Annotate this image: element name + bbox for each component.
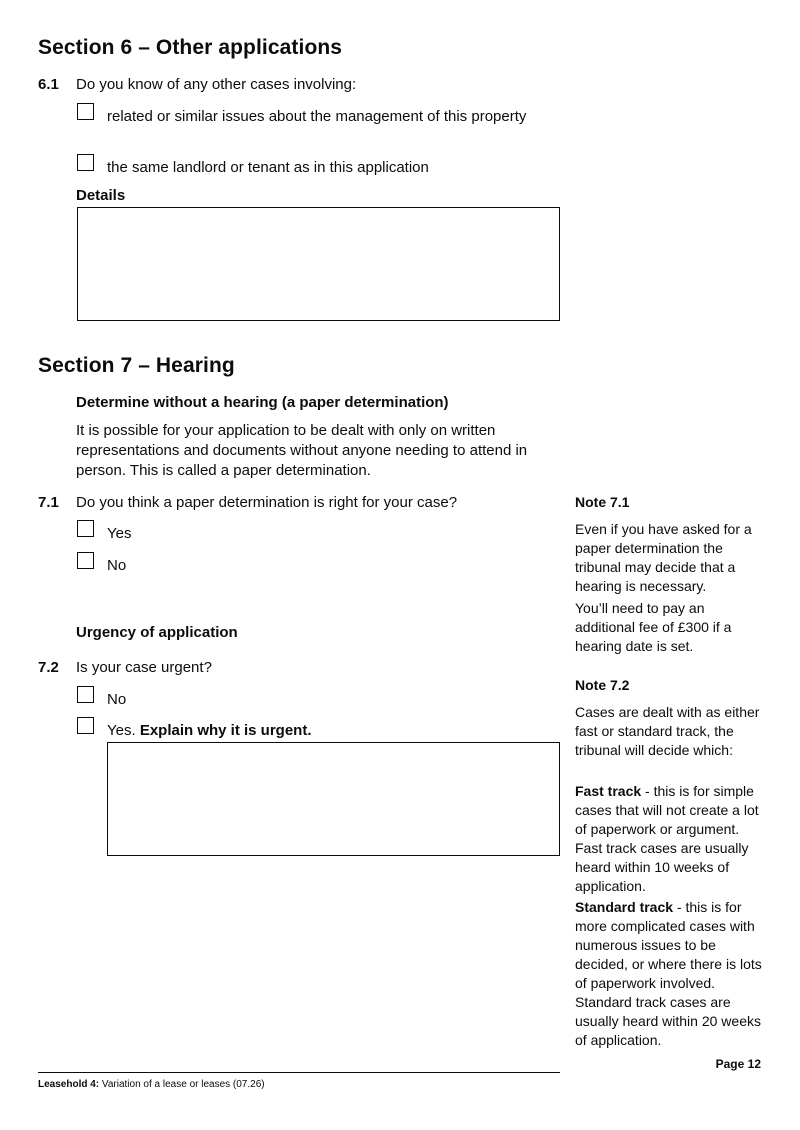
question-7-1-number: 7.1 [38,494,59,511]
paper-determination-text: It is possible for your application to be dealt with only on written representations and documents without anyone needing to attend in person. This is called a paper determination. [76,422,528,479]
note-7-1-text-2: You’ll need to pay an additional fee of £300 if a hearing date is set. [575,600,732,654]
checkbox-related-issues[interactable] [77,103,94,120]
note-7-2-title: Note 7.2 [575,677,630,693]
note-7-2-text-1: Cases are dealt with as either fast or standard track, the tribunal will decide which: [575,704,760,758]
checkbox-same-landlord[interactable] [77,154,94,171]
note-7-1-text-1: Even if you have asked for a paper determination the tribunal may decide that a hearing is necessary. [575,521,752,594]
fast-track-text: - this is for simple cases that will not create a lot of paperwork or argument. Fast track cases are usually heard within 10 weeks of application. [575,783,759,894]
footer-form-title [38,1079,265,1090]
details-field[interactable] [77,207,560,321]
footer-form-name: Leasehold 4: [38,1079,100,1090]
urgency-reason-field[interactable] [107,742,560,856]
checkbox-paper-no[interactable] [77,552,94,569]
checkbox-paper-yes-label: Yes [107,525,132,542]
checkbox-urgent-no[interactable] [77,686,94,703]
standard-track-label: Standard track [575,899,674,915]
details-label: Details [76,187,126,204]
page-number: Page 12 [715,1057,761,1071]
checkbox-urgent-yes-label [107,721,312,741]
question-6-1-number: 6.1 [38,76,59,93]
standard-track-text: - this is for more complicated cases with numerous issues to be decided, or where there is lots of paperwork involved. Standard track cases are usually heard within 20 weeks of application. [575,899,762,1048]
fast-track-label: Fast track [575,783,642,799]
note-7-1-title: Note 7.1 [575,494,630,510]
note-7-2-fast-track [575,782,765,896]
footer-form-desc: Variation of a lease or leases (07.26) [99,1079,265,1090]
urgent-yes-text: Yes. [107,722,136,739]
question-7-1-text: Do you think a paper determination is right for your case? [76,494,458,511]
paper-determination-heading: Determine without a hearing (a paper determination) [76,394,449,411]
section-7-heading: Section 7 – Hearing [38,354,235,377]
footer-divider [38,1072,560,1073]
urgency-heading: Urgency of application [76,624,238,641]
question-6-1-text: Do you know of any other cases involving: [76,76,357,93]
checkbox-urgent-no-label: No [107,691,127,708]
section-6-heading: Section 6 – Other applications [38,36,343,59]
question-7-2-number: 7.2 [38,659,59,676]
note-7-2-standard-track [575,898,765,1050]
urgent-yes-instruction: Explain why it is urgent. [139,722,312,739]
checkbox-urgent-yes[interactable] [77,717,94,734]
checkbox-paper-yes[interactable] [77,520,94,537]
checkbox-related-issues-label: related or similar issues about the management of this property [107,108,527,125]
checkbox-same-landlord-label: the same landlord or tenant as in this application [107,159,429,176]
checkbox-paper-no-label: No [107,557,127,574]
question-7-2-text: Is your case urgent? [76,659,212,676]
